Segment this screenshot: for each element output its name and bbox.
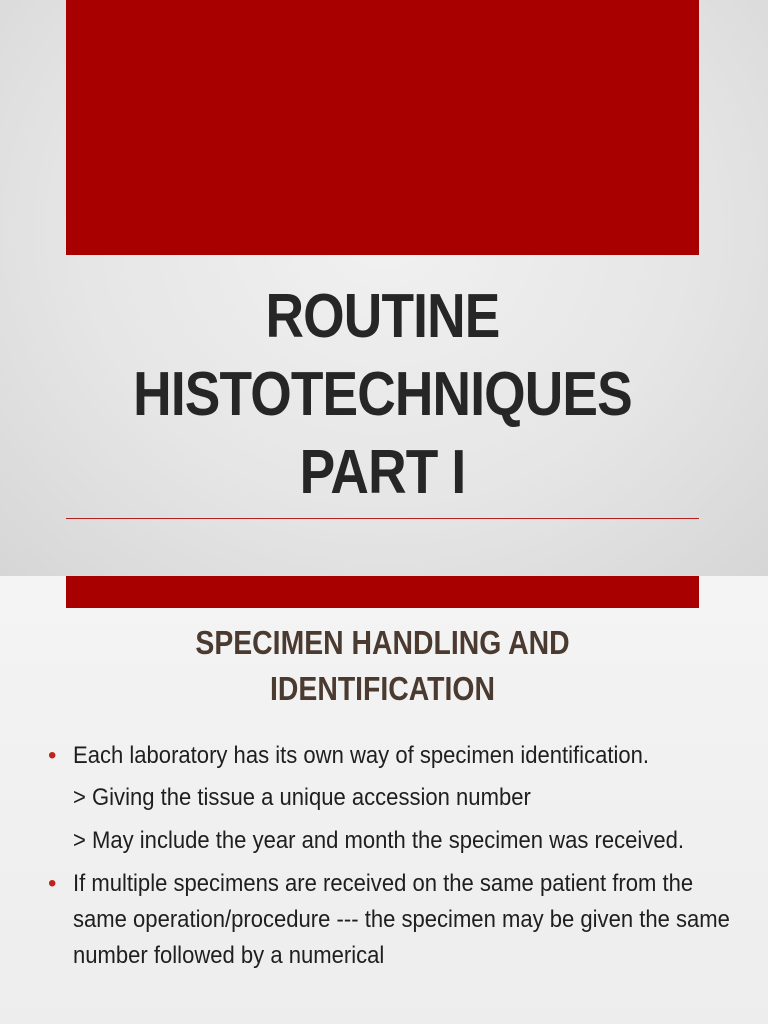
bullet-text: Each laboratory has its own way of specimen identification. <box>73 742 650 769</box>
content-slide <box>0 576 768 1024</box>
slide-title <box>110 278 654 512</box>
section-heading-line-2: IDENTIFICATION <box>270 670 495 707</box>
section-heading <box>110 620 654 712</box>
bullet-dot-icon: • <box>48 870 57 897</box>
slide-title-line-2: HISTOTECHNIQUES <box>133 360 632 429</box>
bullet-dot-icon: • <box>48 742 57 769</box>
slide-title-line-1: ROUTINE <box>265 282 500 351</box>
bullet-list <box>48 738 738 980</box>
sub-point <box>48 823 738 859</box>
header-red-block <box>66 0 699 255</box>
header-red-strip <box>66 576 699 608</box>
bullet-item <box>48 738 738 774</box>
sub-point-text: > May include the year and month the specimen was received. <box>73 827 685 854</box>
sub-point <box>48 780 738 816</box>
bullet-item <box>48 866 738 974</box>
sub-point-text: > Giving the tissue a unique accession number <box>73 784 531 811</box>
bullet-text: If multiple specimens are received on the same patient from the same operation/procedure --- the specimen may be given the same number followed by a numerical <box>73 870 730 969</box>
section-heading-line-1: SPECIMEN HANDLING AND <box>195 624 570 661</box>
slide-title-line-3: PART I <box>299 438 466 507</box>
title-divider <box>66 518 699 519</box>
